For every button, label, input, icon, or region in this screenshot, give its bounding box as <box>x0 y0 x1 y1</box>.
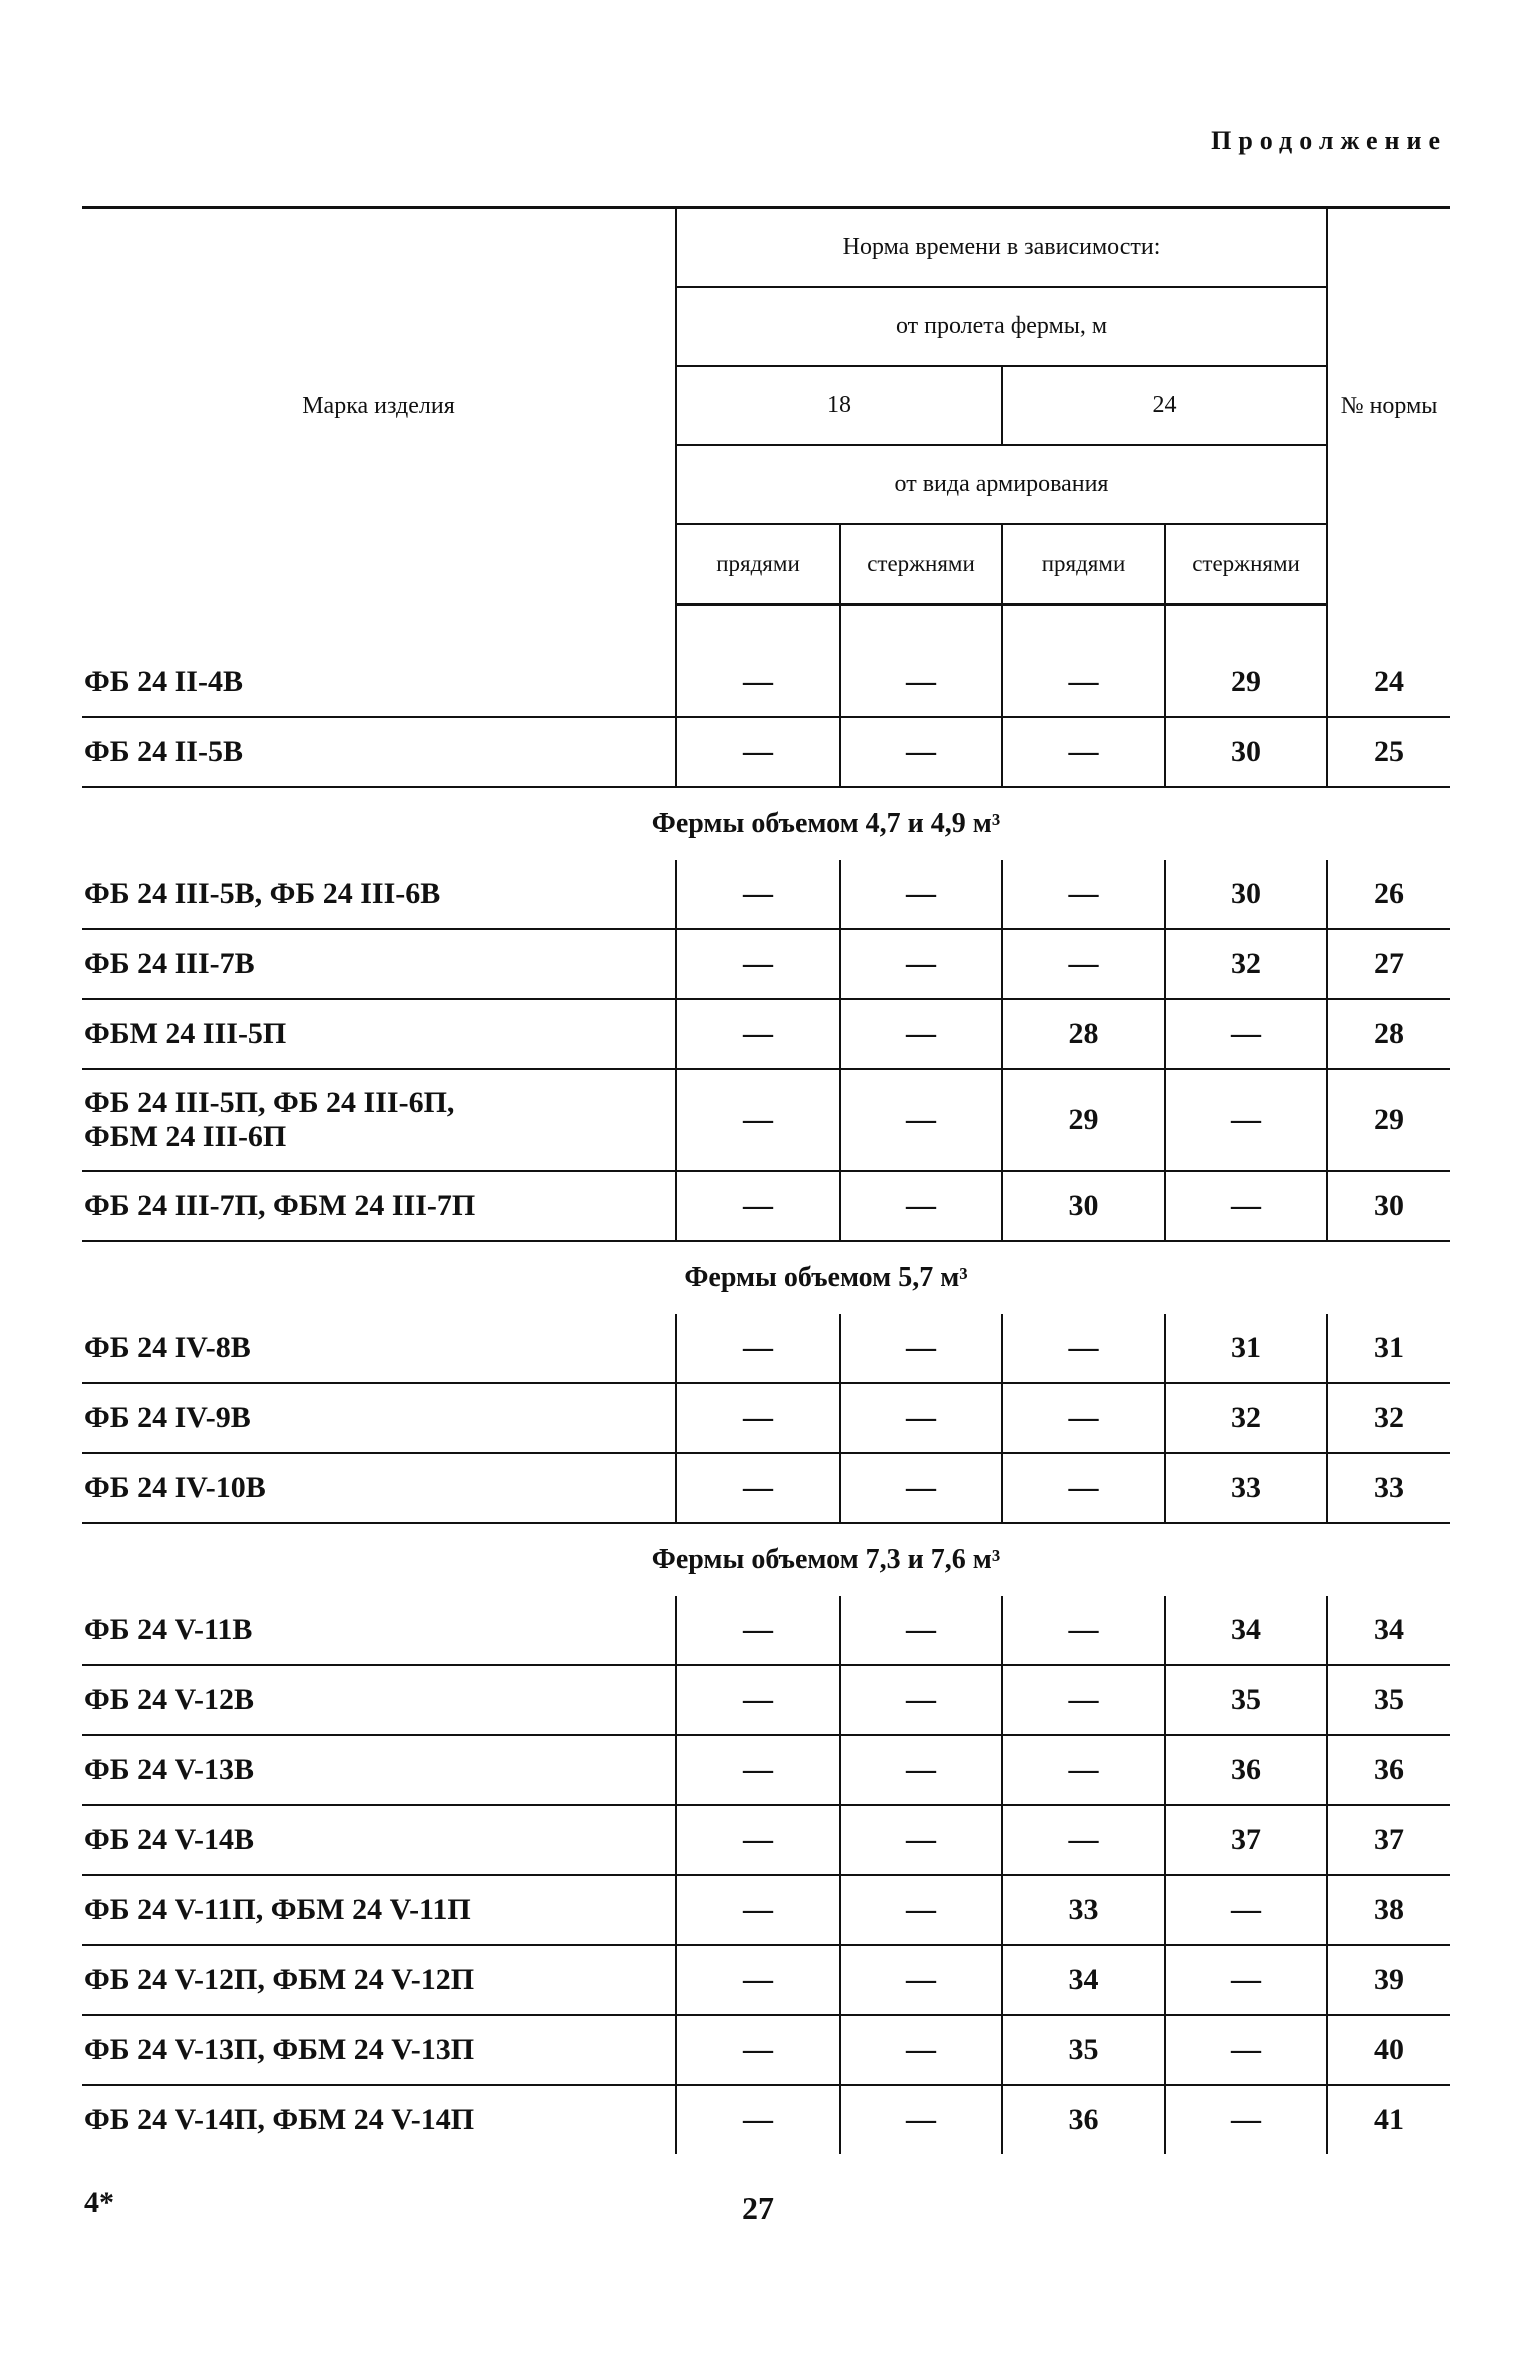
value-rods-18: — <box>840 648 1002 717</box>
product-mark-line-1: ФБ 24 III-5П, ФБ 24 III-6П, <box>84 1086 455 1119</box>
value-strands-18: — <box>676 1945 840 2015</box>
norms-table <box>82 206 1450 2154</box>
value-rods-24: — <box>1165 1171 1327 1241</box>
value-strands-24: 30 <box>1002 1171 1165 1241</box>
section-title: Фермы объемом 5,7 м³ <box>684 1262 968 1293</box>
value-strands-18: — <box>676 2085 840 2154</box>
page-number: 27 <box>742 2190 774 2226</box>
value-strands-24: — <box>1002 1805 1165 1875</box>
value-rods-18: — <box>840 1069 1002 1171</box>
table-row <box>82 1069 1450 1171</box>
table-header <box>82 208 1450 605</box>
section-title: Фермы объемом 4,7 и 4,9 м³ <box>651 808 1001 839</box>
table-row <box>82 1945 1450 2015</box>
product-mark: ФБ 24 V-13П, ФБМ 24 V-13П <box>82 2015 676 2085</box>
norm-number: 36 <box>1327 1735 1450 1805</box>
product-mark-line-2: ФБМ 24 III-6П <box>84 1120 287 1153</box>
value-rods-24: 32 <box>1165 1383 1327 1453</box>
header-rods-18: стержнями <box>840 524 1002 605</box>
table-row <box>82 1735 1450 1805</box>
value-strands-18: — <box>676 929 840 999</box>
value-rods-18: — <box>840 1596 1002 1665</box>
header-span-18: 18 <box>676 366 1002 445</box>
product-mark: ФБ 24 IV-8В <box>82 1314 676 1383</box>
norm-number: 33 <box>1327 1453 1450 1523</box>
value-strands-18: — <box>676 1735 840 1805</box>
table-row <box>82 1453 1450 1523</box>
norms-table-container <box>82 206 1450 2154</box>
product-mark: ФБ 24 V-14В <box>82 1805 676 1875</box>
sheet-mark: 4* <box>84 2186 114 2219</box>
value-strands-24: 35 <box>1002 2015 1165 2085</box>
product-mark: ФБМ 24 III-5П <box>82 999 676 1069</box>
norm-number: 39 <box>1327 1945 1450 2015</box>
product-mark <box>82 1069 676 1171</box>
value-strands-18: — <box>676 860 840 929</box>
value-rods-24: 29 <box>1165 648 1327 717</box>
norm-number: 37 <box>1327 1805 1450 1875</box>
value-strands-18: — <box>676 1171 840 1241</box>
value-strands-18: — <box>676 1875 840 1945</box>
product-mark: ФБ 24 V-11В <box>82 1596 676 1665</box>
value-strands-24: — <box>1002 1314 1165 1383</box>
value-rods-18: — <box>840 860 1002 929</box>
header-span-24: 24 <box>1002 366 1327 445</box>
value-strands-24: 29 <box>1002 1069 1165 1171</box>
product-mark: ФБ 24 V-12В <box>82 1665 676 1735</box>
table-body <box>82 605 1450 2155</box>
value-rods-18: — <box>840 2085 1002 2154</box>
norm-number: 31 <box>1327 1314 1450 1383</box>
table-row <box>82 1596 1450 1665</box>
value-strands-24: 28 <box>1002 999 1165 1069</box>
product-mark: ФБ 24 V-14П, ФБМ 24 V-14П <box>84 2103 475 2136</box>
norm-number: 40 <box>1327 2015 1450 2085</box>
value-rods-18: — <box>840 717 1002 787</box>
product-mark: ФБ 24 II-5В <box>82 717 676 787</box>
value-rods-18: — <box>840 929 1002 999</box>
value-rods-18: — <box>840 1805 1002 1875</box>
value-rods-18: — <box>840 1945 1002 2015</box>
table-row <box>82 1383 1450 1453</box>
value-strands-18: — <box>676 1069 840 1171</box>
value-strands-24: — <box>1002 648 1165 717</box>
norm-number: 24 <box>1327 648 1450 717</box>
table-row <box>82 1875 1450 1945</box>
value-strands-18: — <box>676 717 840 787</box>
norm-number: 38 <box>1327 1875 1450 1945</box>
value-rods-24: 31 <box>1165 1314 1327 1383</box>
value-rods-24: 36 <box>1165 1735 1327 1805</box>
value-rods-24: 32 <box>1165 929 1327 999</box>
value-strands-18: — <box>676 1665 840 1735</box>
value-strands-24: — <box>1002 929 1165 999</box>
value-strands-18: — <box>676 1314 840 1383</box>
table-row <box>82 2015 1450 2085</box>
value-rods-24: — <box>1165 2085 1327 2154</box>
value-strands-18: — <box>676 999 840 1069</box>
value-rods-18: — <box>840 1665 1002 1735</box>
value-rods-18: — <box>840 1383 1002 1453</box>
norm-number: 27 <box>1327 929 1450 999</box>
product-mark: ФБ 24 III-5В, ФБ 24 III-6В <box>82 860 676 929</box>
norm-number: 35 <box>1327 1665 1450 1735</box>
header-product-mark: Марка изделия <box>82 208 676 605</box>
value-rods-24: 30 <box>1165 717 1327 787</box>
value-rods-24: 35 <box>1165 1665 1327 1735</box>
value-rods-24: 33 <box>1165 1453 1327 1523</box>
table-row <box>82 1665 1450 1735</box>
value-strands-24: 36 <box>1002 2085 1165 2154</box>
product-mark: ФБ 24 V-12П, ФБМ 24 V-12П <box>82 1945 676 2015</box>
norm-number: 25 <box>1327 717 1450 787</box>
value-strands-18: — <box>676 1453 840 1523</box>
table-row <box>82 999 1450 1069</box>
value-strands-18: — <box>676 648 840 717</box>
product-mark: ФБ 24 IV-10В <box>82 1453 676 1523</box>
header-reinforcement: от вида армирования <box>676 445 1327 524</box>
header-strands-24: прядями <box>1002 524 1165 605</box>
value-strands-18: — <box>676 2015 840 2085</box>
value-strands-18: — <box>676 1805 840 1875</box>
norm-number: 28 <box>1327 999 1450 1069</box>
value-strands-18: — <box>676 1383 840 1453</box>
header-norm-time: Норма времени в зависимости: <box>676 208 1327 288</box>
table-row <box>82 2085 1450 2154</box>
header-rods-24: стержнями <box>1165 524 1327 605</box>
norm-number: 41 <box>1327 2085 1450 2154</box>
value-strands-24: — <box>1002 1735 1165 1805</box>
value-rods-24: — <box>1165 1945 1327 2015</box>
value-rods-24: 34 <box>1165 1596 1327 1665</box>
value-strands-18: — <box>676 1596 840 1665</box>
value-strands-24: — <box>1002 1383 1165 1453</box>
product-mark: ФБ 24 V-11П, ФБМ 24 V-11П <box>82 1875 676 1945</box>
value-strands-24: 34 <box>1002 1945 1165 2015</box>
header-span: от пролета фермы, м <box>676 287 1327 366</box>
product-mark: ФБ 24 IV-9В <box>82 1383 676 1453</box>
value-strands-24: — <box>1002 717 1165 787</box>
table-row <box>82 648 1450 717</box>
table-row <box>82 929 1450 999</box>
value-rods-18: — <box>840 1875 1002 1945</box>
value-strands-24: — <box>1002 1453 1165 1523</box>
table-row <box>82 1314 1450 1383</box>
value-strands-24: — <box>1002 1665 1165 1735</box>
value-strands-24: — <box>1002 1596 1165 1665</box>
norm-number: 32 <box>1327 1383 1450 1453</box>
value-rods-24: 30 <box>1165 860 1327 929</box>
product-mark: ФБ 24 III-7П, ФБМ 24 III-7П <box>82 1171 676 1241</box>
table-row <box>82 717 1450 787</box>
value-rods-24: 37 <box>1165 1805 1327 1875</box>
value-rods-18: — <box>840 1171 1002 1241</box>
product-mark: ФБ 24 V-13В <box>82 1735 676 1805</box>
continuation-label: Продолжение <box>1211 126 1447 155</box>
value-rods-18: — <box>840 1453 1002 1523</box>
product-mark: ФБ 24 III-7В <box>82 929 676 999</box>
value-rods-18: — <box>840 1314 1002 1383</box>
norm-number: 34 <box>1327 1596 1450 1665</box>
value-rods-18: — <box>840 999 1002 1069</box>
norm-number: 29 <box>1327 1069 1450 1171</box>
value-rods-24: — <box>1165 2015 1327 2085</box>
table-row <box>82 1171 1450 1241</box>
header-strands-18: прядями <box>676 524 840 605</box>
product-mark: ФБ 24 II-4В <box>82 648 676 717</box>
value-rods-24: — <box>1165 999 1327 1069</box>
table-row <box>82 860 1450 929</box>
section-title: Фермы объемом 7,3 и 7,6 м³ <box>651 1544 1001 1575</box>
value-strands-24: 33 <box>1002 1875 1165 1945</box>
table-row <box>82 1805 1450 1875</box>
norm-number: 26 <box>1327 860 1450 929</box>
value-rods-24: — <box>1165 1875 1327 1945</box>
value-strands-24: — <box>1002 860 1165 929</box>
header-norm-number: № нормы <box>1327 208 1450 605</box>
value-rods-18: — <box>840 2015 1002 2085</box>
norm-number: 30 <box>1327 1171 1450 1241</box>
value-rods-18: — <box>840 1735 1002 1805</box>
value-rods-24: — <box>1165 1069 1327 1171</box>
